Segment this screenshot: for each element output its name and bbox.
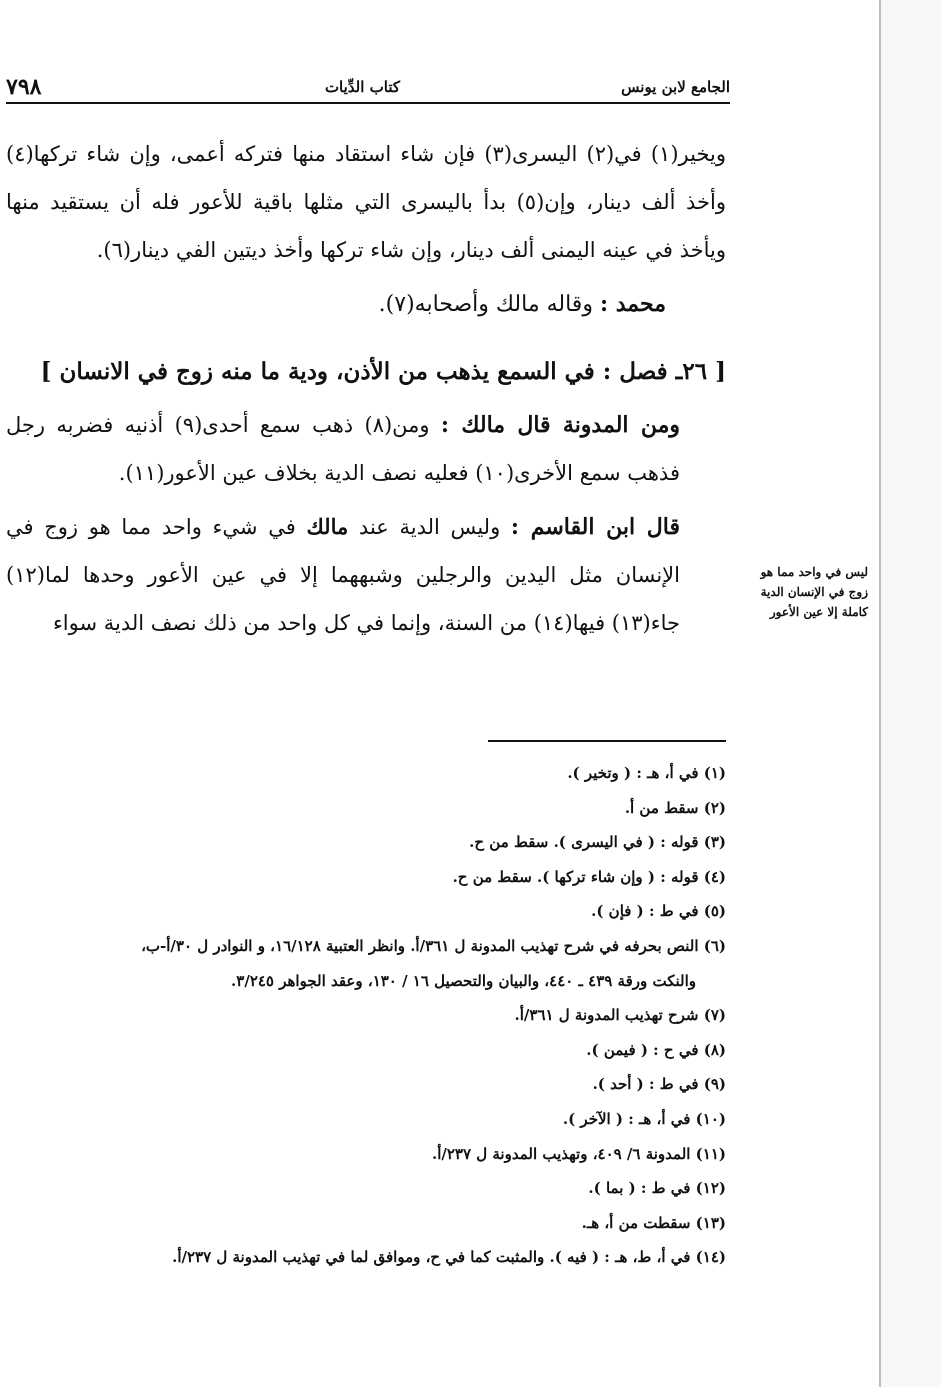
page-gutter-line bbox=[879, 0, 881, 1387]
author-label: محمد : bbox=[599, 291, 666, 317]
running-header bbox=[6, 76, 730, 104]
footnotes bbox=[6, 756, 726, 1275]
section-title: [ ٢٦ـ فصل : في السمع يذهب من الأذن، ودية ما منه زوج في الانسان ] bbox=[40, 358, 726, 385]
footnote-13: (١٣) سقطت من أ، هـ. bbox=[581, 1213, 726, 1232]
margin-note: ليس في واحد مما هو زوج في الإنسان الدية كاملة إلا عين الأعور bbox=[760, 565, 868, 619]
footnote-5: (٥) في ط : ( فإن ). bbox=[591, 902, 726, 921]
footnote-2: (٢) سقط من أ. bbox=[624, 798, 726, 817]
footnote-6: (٦) النص بحرفه في شرح تهذيب المدونة ل ٣٦١/أ. وانظر العتبية ١٦/١٢٨، و النوادر ل ٣٠/أ-ب، bbox=[141, 936, 726, 955]
page-number: ٧٩٨ bbox=[6, 74, 42, 100]
footnote-3: (٣) قوله : ( في اليسرى ). سقط من ح. bbox=[469, 833, 726, 852]
footnote-4: (٤) قوله : ( وإن شاء تركها ). سقط من ح. bbox=[452, 867, 726, 886]
footnote-separator bbox=[488, 740, 726, 742]
footnote-8: (٨) في ح : ( فيمن ). bbox=[586, 1040, 726, 1059]
paragraph-3-malik: مالك bbox=[306, 514, 349, 539]
page-gutter-shade bbox=[881, 0, 942, 1387]
header-chapter-title: كتاب الدِّيات bbox=[324, 78, 400, 96]
footnote-1: (١) في أ، هـ : ( وتخير ). bbox=[567, 764, 726, 782]
footnote-9: (٩) في ط : ( أحد ). bbox=[592, 1075, 726, 1094]
paragraph-3-text-b: في شيء واحد مما هو زوج في الإنسان مثل اليدين والرجلين وشبههما إلا في عين الأعور وحدها لما(١٢) جاء(١٣) فيها(١٤) من السنة، وإنما في كل واحد من ذلك نصف الدية سواء bbox=[6, 515, 680, 635]
footnote-12: (١٢) في ط : ( بما ). bbox=[588, 1179, 726, 1198]
paragraph-2-lead: ومن المدونة قال مالك : bbox=[440, 412, 680, 438]
footnote-10: (١٠) في أ، هـ : ( الآخر ). bbox=[562, 1109, 726, 1128]
paragraph-2-text: ومن(٨) ذهب سمع أحدى(٩) أذنيه فضربه رجل فذهب سمع الأخرى(١٠) فعليه نصف الدية بخلاف عين الأعور(١١). bbox=[6, 413, 680, 485]
paragraph-3-text-a: وليس الدية عند bbox=[358, 515, 501, 539]
paragraph-3 bbox=[6, 503, 680, 647]
footnote-14: (١٤) في أ، ط، هـ : ( فيه ). والمثبت كما في ح، وموافق لما في تهذيب المدونة ل ٢٣٧/أ. bbox=[172, 1248, 726, 1267]
paragraph-1: ويخير(١) في(٢) اليسرى(٣) فإن شاء استقاد منها فتركه أعمى، وإن شاء تركها(٤) وأخذ ألف دينار، وإن(٥) بدأ باليسرى التي مثلها باقية للأعور فله أن يستقيد منها ويأخذ في عينه اليمنى ألف دينار، وإن شاء تركها وأخذ ديتين الفي دينار(٦). bbox=[6, 142, 726, 262]
author-statement bbox=[6, 280, 666, 329]
paragraph-2 bbox=[6, 401, 680, 497]
footnote-6-continued: والنكت ورقة ٤٣٩ ـ ٤٤٠، والبيان والتحصيل ١٦ / ١٣٠، وعقد الجواهر ٣/٢٤٥. bbox=[231, 971, 696, 990]
footnote-7: (٧) شرح تهذيب المدونة ل ٣٦١/أ. bbox=[514, 1006, 726, 1025]
footnote-11: (١١) المدونة ٦/ ٤٠٩، وتهذيب المدونة ل ٢٣٧/أ. bbox=[432, 1144, 726, 1163]
author-text: وقاله مالك وأصحابه(٧). bbox=[378, 292, 593, 317]
paragraph-3-lead: قال ابن القاسم : bbox=[510, 514, 680, 540]
header-book-title: الجامع لابن يونس bbox=[621, 78, 730, 96]
main-text bbox=[6, 130, 726, 647]
